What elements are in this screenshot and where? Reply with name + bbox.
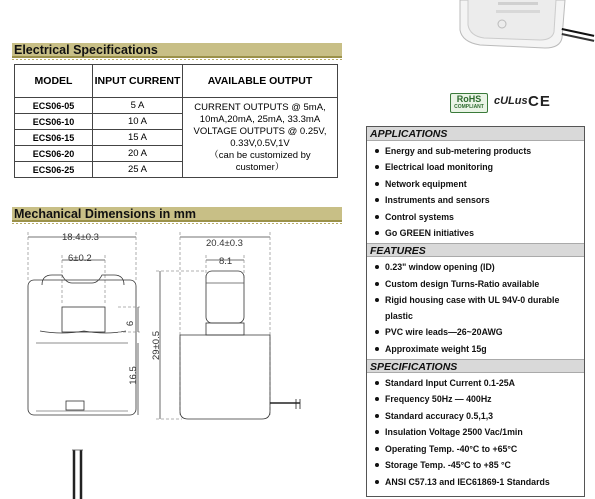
list-item: Standard Input Current 0.1-25A xyxy=(371,375,584,391)
dim-side-height: 29±0.5 xyxy=(151,331,162,360)
list-item: Instruments and sensors xyxy=(371,192,584,208)
model-cell: ECS06-15 xyxy=(15,130,93,146)
list-item: Custom design Turns-Ratio available xyxy=(371,276,584,292)
list-item: Energy and sub-metering products xyxy=(371,143,584,159)
electrical-heading-text: Electrical Specifications xyxy=(14,43,158,57)
header-available-output: AVAILABLE OUTPUT xyxy=(183,65,338,98)
model-cell: ECS06-25 xyxy=(15,162,93,178)
dim-lower-height: 16.5 xyxy=(127,366,139,385)
mechanical-heading-text: Mechanical Dimensions in mm xyxy=(14,207,196,221)
electrical-spec-table xyxy=(14,64,338,178)
certification-logos xyxy=(450,93,565,115)
list-item: Insulation Voltage 2500 Vac/1min xyxy=(371,424,584,440)
table-header-row xyxy=(15,65,338,98)
specifications-heading: SPECIFICATIONS xyxy=(367,359,584,373)
table-row xyxy=(15,98,338,114)
header-input-current: INPUT CURRENT xyxy=(93,65,183,98)
list-item: PVC wire leads—26~20AWG xyxy=(371,324,584,340)
specifications-list xyxy=(367,373,584,492)
dim-width-total: 18.4±0.3 xyxy=(62,232,99,243)
rohs-logo xyxy=(450,93,488,113)
dim-side-inner: 8.1 xyxy=(219,256,233,267)
mechanical-section-heading xyxy=(12,207,342,222)
output-line: VOLTAGE OUTPUTS @ 0.25V, xyxy=(193,125,327,137)
mechanical-drawing xyxy=(0,225,350,499)
features-heading: FEATURES xyxy=(367,243,584,257)
list-item: Approximate weight 15g xyxy=(371,341,584,357)
output-line: 10mA,20mA, 25mA, 33.3mA xyxy=(199,113,321,125)
list-item: Electrical load monitoring xyxy=(371,159,584,175)
dim-window-width: 6±0.2 xyxy=(68,253,92,264)
current-cell: 10 A xyxy=(93,114,183,130)
list-item: 0.23" window opening (ID) xyxy=(371,259,584,275)
model-cell: ECS06-10 xyxy=(15,114,93,130)
output-line: （can be customized by customer） xyxy=(209,149,311,173)
list-item: Control systems xyxy=(371,209,584,225)
list-item: Network equipment xyxy=(371,176,584,192)
dim-side-width: 20.4±0.3 xyxy=(206,238,243,249)
features-panel xyxy=(366,126,585,497)
output-cell xyxy=(183,98,338,178)
list-item: Storage Temp. -45°C to +85 °C xyxy=(371,457,584,473)
model-cell: ECS06-20 xyxy=(15,146,93,162)
output-line: 0.33V,0.5V,1V xyxy=(230,137,290,149)
electrical-section-heading xyxy=(12,43,342,58)
dim-window-height: 6 xyxy=(125,320,137,327)
product-photo xyxy=(440,0,595,60)
ul-logo: cULus xyxy=(494,95,528,107)
list-item: Rigid housing case with UL 94V-0 durable plastic xyxy=(371,292,584,324)
rohs-text: RoHS xyxy=(456,94,482,104)
current-cell: 5 A xyxy=(93,98,183,114)
applications-heading: APPLICATIONS xyxy=(367,127,584,141)
list-item: Go GREEN initiatives xyxy=(371,225,584,241)
applications-list xyxy=(367,141,584,243)
rohs-subtext: COMPLIANT xyxy=(454,104,484,110)
ce-logo: CE xyxy=(528,93,551,110)
output-line: CURRENT OUTPUTS @ 5mA, xyxy=(194,101,326,113)
model-cell: ECS06-05 xyxy=(15,98,93,114)
current-cell: 25 A xyxy=(93,162,183,178)
list-item: Standard accuracy 0.5,1,3 xyxy=(371,408,584,424)
list-item: Operating Temp. -40°C to +65°C xyxy=(371,441,584,457)
list-item: Frequency 50Hz — 400Hz xyxy=(371,391,584,407)
features-list xyxy=(367,257,584,359)
list-item: ANSI C57.13 and IEC61869-1 Standards xyxy=(371,474,584,490)
current-cell: 20 A xyxy=(93,146,183,162)
header-model: MODEL xyxy=(15,65,93,98)
current-cell: 15 A xyxy=(93,130,183,146)
